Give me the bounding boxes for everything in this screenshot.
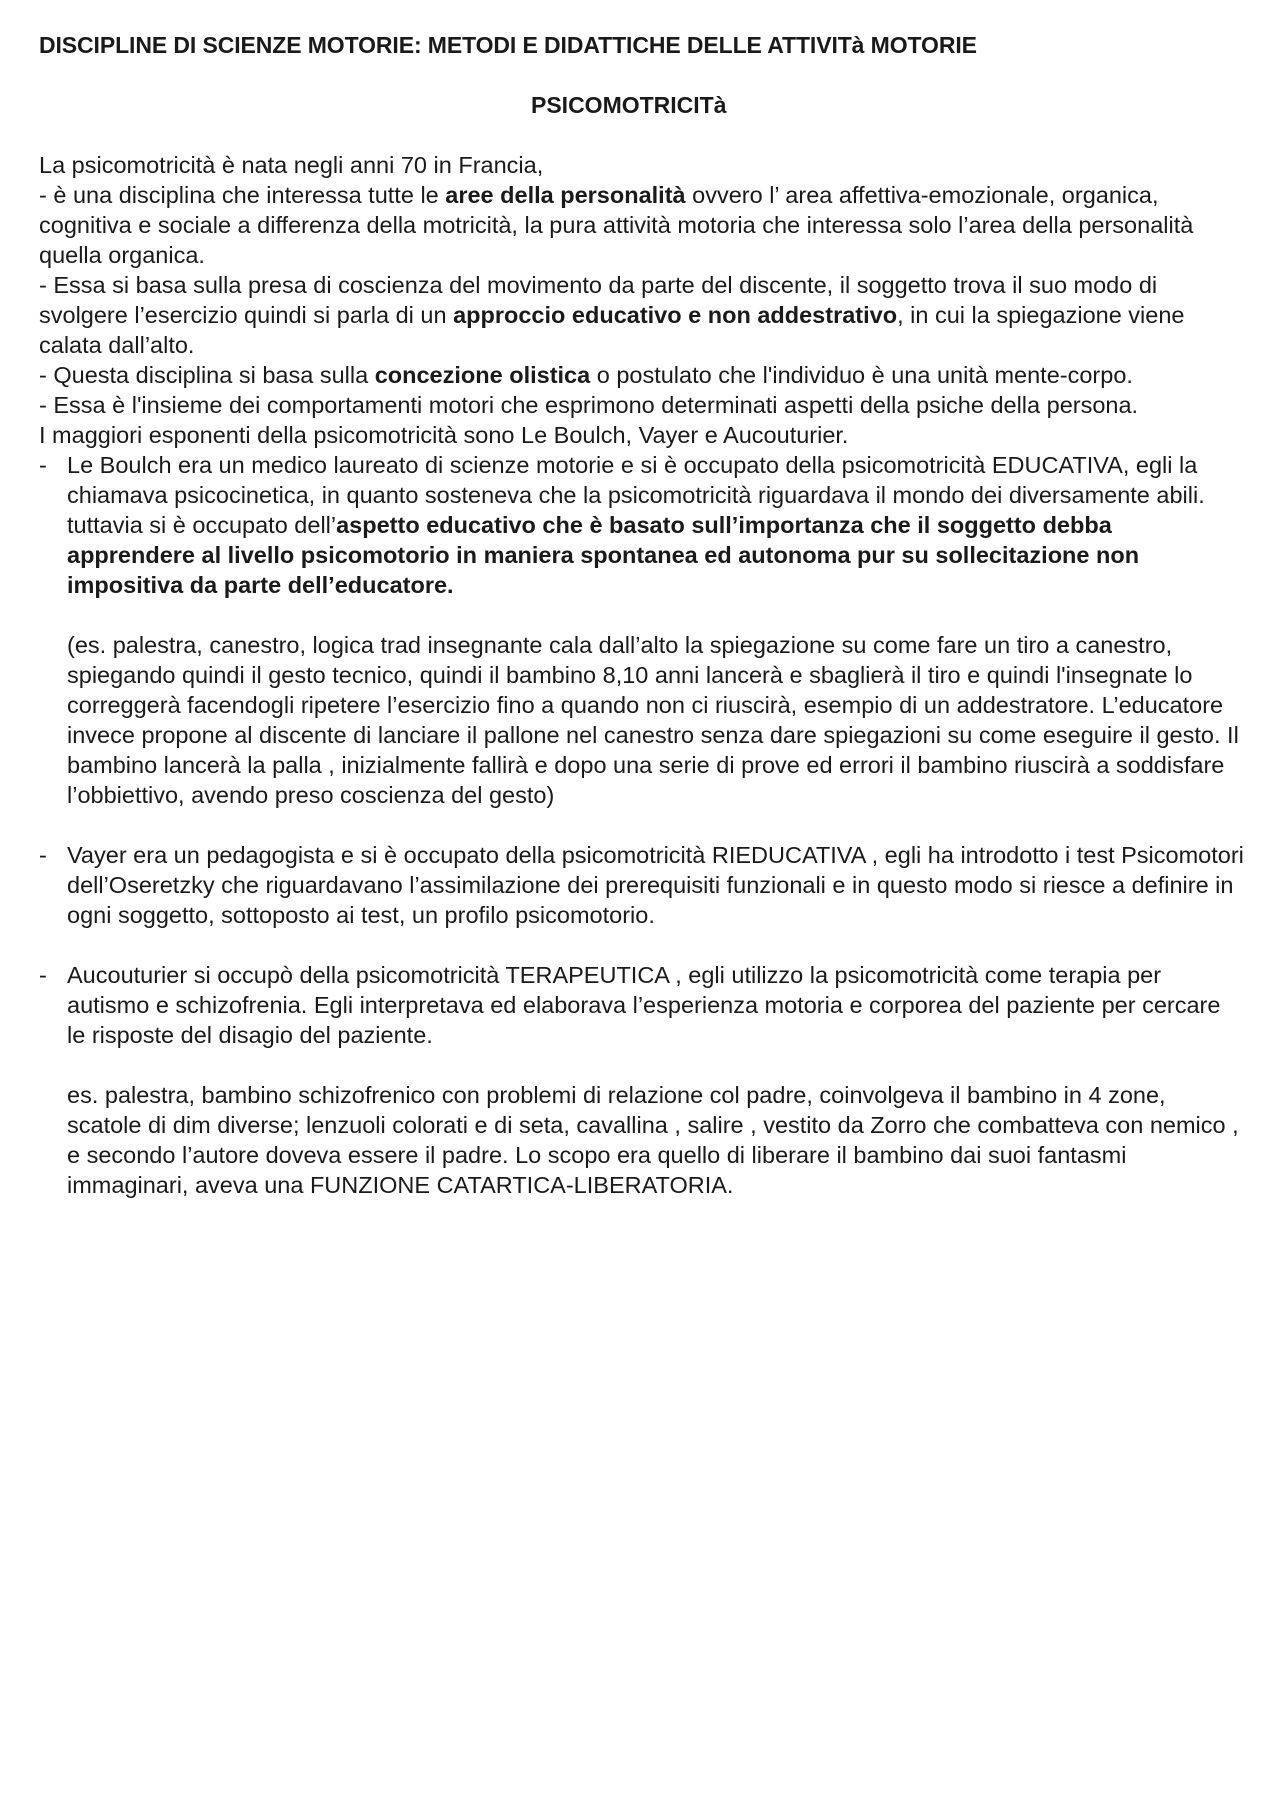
section-title: PSICOMOTRICITà bbox=[531, 92, 727, 118]
bullet-dash: - bbox=[39, 842, 47, 868]
text-run: Vayer era un pedagogista e si è occupato della psicomotricità RIEDUCATIVA , egli ha introdotto i test Psicomotori dell’Oseretzky che riguardavano l’assimilazione dei prerequisiti funzionali e in questo modo si riesce a definire in ogni soggetto, sottoposto ai test, un profilo psicomotorio. bbox=[67, 842, 1244, 928]
text-run: - è una disciplina che interessa tutte le bbox=[39, 182, 446, 208]
bold-aree-personalita: aree della personalità bbox=[445, 182, 686, 208]
text-run: - Questa disciplina si basa sulla bbox=[39, 362, 375, 388]
spacer bbox=[39, 810, 1244, 840]
bold-aspetto-educativo: aspetto educativo che è basato sull’importanza che il soggetto debba apprendere al livello psicomotorio in maniera spontanea ed autonoma pur su sollecitazione non impositiva da parte dell’educatore. bbox=[67, 512, 1140, 598]
bold-concezione-olistica: concezione olistica bbox=[374, 362, 591, 388]
text-run: Aucouturier si occupò della psicomotricità TERAPEUTICA , egli utilizzo la psicomotricità come terapia per autismo e schizofrenia. Egli interpretava ed elaborava l’esperienza motoria e corporea del paziente per cercare le risposte del disagio del paziente. bbox=[67, 962, 1221, 1048]
spacer bbox=[39, 930, 1244, 960]
spacer bbox=[39, 600, 1244, 630]
text-run: Le Boulch era un medico laureato di scienze motorie e si è occupato della psicomotricità EDUCATIVA, egli la chiamava psicocinetica, in quanto sosteneva che la psicomotricità riguardava il mondo dei diversamente abili. tuttavia si è occupato dell’ bbox=[67, 452, 1205, 538]
intro-comportamenti: - Essa è l'insieme dei comportamenti motori che esprimono determinati aspetti della psiche della persona. bbox=[39, 392, 1139, 418]
example-aucouturier: es. palestra, bambino schizofrenico con problemi di relazione col padre, coinvolgeva il bambino in 4 zone, scatole di dim diverse; lenzuoli colorati e di seta, cavallina , salire , vestito da Zorro che combatteva con nemico , e secondo l’autore doveva essere il padre. Lo scopo era quello di liberare il bambino dai suoi fantasmi immaginari, aveva una FUNZIONE CATARTICA-LIBERATORIA. bbox=[67, 1082, 1239, 1198]
intro-origin: La psicomotricità è nata negli anni 70 in Francia, bbox=[39, 152, 544, 178]
intro-disciplina bbox=[39, 180, 1244, 270]
bullet-dash: - bbox=[39, 452, 47, 478]
bullet-vayer bbox=[39, 840, 1244, 930]
document-page bbox=[39, 30, 1244, 1200]
bold-approccio-educativo: approccio educativo e non addestrativo bbox=[453, 302, 898, 328]
bullet-le-boulch bbox=[39, 450, 1244, 600]
text-run: , in cui la spiegazione viene calata dall’alto. bbox=[39, 302, 1185, 358]
example-le-boulch: (es. palestra, canestro, logica trad insegnante cala dall’alto la spiegazione su come fare un tiro a canestro, spiegando quindi il gesto tecnico, quindi il bambino 8,10 anni lancerà e sbaglierà il tiro e quindi l'insegnate lo correggerà facendogli ripetere l’esercizio fino a quando non ci riuscirà, esempio di un addestratore. L’educatore invece propone al discente di lanciare il pallone nel canestro senza dare spiegazioni su come eseguire il gesto. Il bambino lancerà la palla , inizialmente fallirà e dopo una serie di prove ed errori il bambino riuscirà a soddisfare l’obbiettivo, avendo preso coscienza del gesto) bbox=[67, 632, 1239, 808]
bullet-aucouturier bbox=[39, 960, 1244, 1050]
text-run: o postulato che l'individuo è una unità mente-corpo. bbox=[590, 362, 1133, 388]
spacer bbox=[39, 1050, 1244, 1080]
intro-presa-coscienza bbox=[39, 270, 1244, 360]
intro-concezione-olistica bbox=[39, 360, 1244, 390]
text-run: - Essa si basa sulla presa di coscienza del movimento da parte del discente, il soggetto trova il suo modo di svolgere l’esercizio quindi si parla di un bbox=[39, 272, 1158, 328]
intro-esponenti: I maggiori esponenti della psicomotricità sono Le Boulch, Vayer e Aucouturier. bbox=[39, 422, 849, 448]
bullet-dash: - bbox=[39, 962, 47, 988]
document-title: DISCIPLINE DI SCIENZE MOTORIE: METODI E DIDATTICHE DELLE ATTIVITà MOTORIE bbox=[39, 32, 977, 58]
text-run: ovvero l’ area affettiva-emozionale, organica, cognitiva e sociale a differenza della motricità, la pura attività motoria che interessa solo l’area della personalità quella organica. bbox=[39, 182, 1194, 268]
